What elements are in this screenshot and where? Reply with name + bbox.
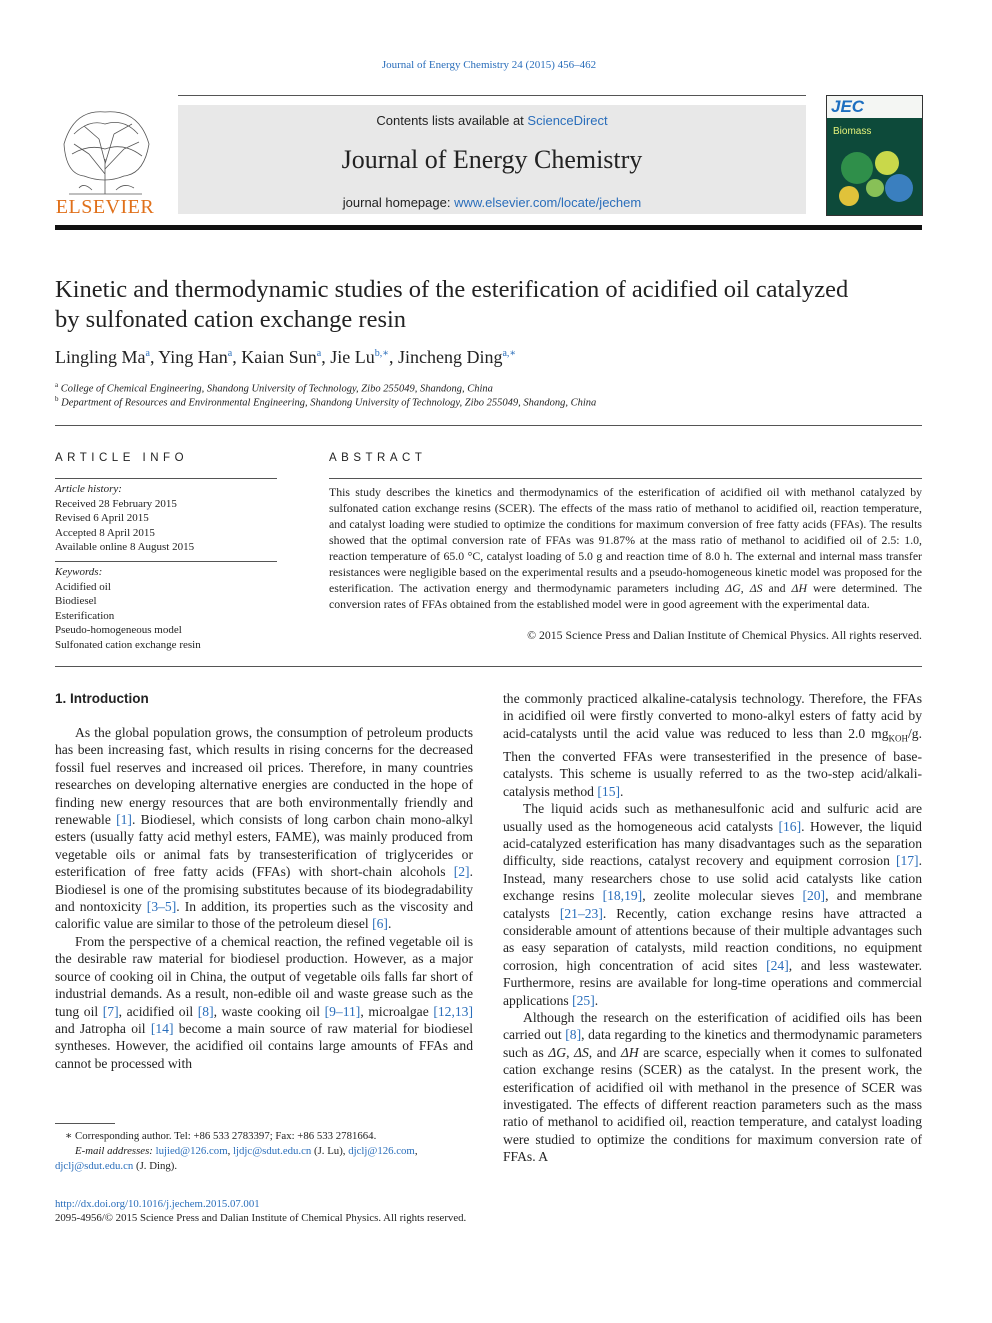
journal-masthead xyxy=(178,105,806,214)
author-affiliation-mark[interactable]: a xyxy=(145,348,150,359)
subscript: KOH xyxy=(888,733,909,744)
doi-link[interactable]: http://dx.doi.org/10.1016/j.jechem.2015.07.001 xyxy=(55,1198,260,1210)
footnote-rule xyxy=(55,1123,115,1124)
left-column xyxy=(55,724,473,1072)
author-affiliation-mark[interactable]: a,∗ xyxy=(502,348,517,359)
reference-link[interactable]: [3–5] xyxy=(146,899,177,915)
symbol: ΔG xyxy=(725,581,741,595)
author-name[interactable]: Jincheng Ding xyxy=(398,347,503,367)
reference-link[interactable]: [12,13] xyxy=(433,1003,473,1019)
text-run: , and less wastewater. Furthermore, resins are available for long-time operations and commercial applications xyxy=(503,957,922,1008)
reference-link[interactable]: [1] xyxy=(116,812,132,828)
paragraph xyxy=(503,1009,922,1166)
author-list: Lingling Ma$^a$, Ying Han$^a$, Kaian Sun$^a$, Jie $Lu^{b,∗}$, Jincheng Ding$^{a,∗}$ xyxy=(55,347,517,367)
corresponding-line xyxy=(55,1129,473,1144)
cover-jec-logo: JEC xyxy=(831,97,865,116)
text-run: and Jatropha oil xyxy=(55,1020,151,1036)
divider xyxy=(55,666,922,667)
reference-link[interactable]: [14] xyxy=(150,1020,174,1036)
symbol: ΔS xyxy=(574,1044,589,1060)
keywords-label: Keywords: xyxy=(55,566,103,578)
text-run: . Biodiesel is one of the promising substitutes because of its biodegradability and nontoxicity xyxy=(55,864,473,915)
text-run: , acidified oil xyxy=(118,1003,198,1019)
contents-line xyxy=(178,113,806,128)
keyword: Pseudo-homogeneous model xyxy=(55,624,182,636)
right-column xyxy=(503,690,922,1166)
email-owner: (J. Lu), xyxy=(311,1145,349,1157)
journal-citation[interactable]: Journal of Energy Chemistry 24 (2015) 456–462 xyxy=(381,59,597,71)
reference-link[interactable]: [9–11] xyxy=(324,1003,361,1019)
reference-link[interactable]: [16] xyxy=(778,818,802,834)
text-run: become a main source of raw material for biodiesel syntheses. However, the acidified oil contains large amounts of FFAs and cannot be processed with xyxy=(55,1020,473,1071)
text-run: /g. Then the converted FFAs were transesterified in the presence of base-catalysts. This scheme is usually referred to as the two-step acid/alkali-catalysis method xyxy=(503,725,922,799)
author-name[interactable]: Kaian Sun xyxy=(241,347,317,367)
text-run: are scarce, especially when it comes to sulfonated cation exchange resins (SCER) as the catalyst. In the present work, the esterification of acidified oil with methanol in the presence of SCER was investigated. The effects of different reaction parameters such as the mass ratio of methanol to acidified oil, reaction temperature, and catalyst loading were studied to optimize the conditions for maximum conversion rate of FFAs. A xyxy=(503,1044,922,1165)
article-title: Kinetic and thermodynamic studies of the esterification of acidified oil catalyzed by sulfonated cation exchange resin xyxy=(55,276,849,333)
header-divider xyxy=(55,225,922,230)
section-heading-introduction: 1. Introduction xyxy=(55,691,149,706)
paragraph xyxy=(55,933,473,1072)
paragraph xyxy=(55,724,473,933)
divider xyxy=(55,425,922,426)
abstract-part: This study describes the kinetics and thermodynamics of the esterification of acidified oil with methanol catalyzed by sulfonated cation exchange resins (SCER). The effects of the mass ratio of methanol to acidified oil, reaction temperature, and catalyst loading were studied to optimize the conditions for maximum conversion of free fatty acids (FFAs). The results showed that the optimal conversion rate of FFAs was 91.87% at the mass ratio of methanol to acidified oil of 2.5: 1.0, reaction temperature of 65.0 °C, catalyst loading of 5.0 g and reaction time of 8.0 h. The external and internal mass transfer resistances were negligible based on the experimental results and a pseudo-homogeneous kinetic model was proposed for the esterification. The activation energy and thermodynamic parameters including xyxy=(329,485,922,595)
sciencedirect-link[interactable]: ScienceDirect xyxy=(527,113,608,128)
keyword: Acidified oil xyxy=(55,580,111,593)
text-run: . xyxy=(594,992,599,1008)
text-run: . Recently, cation exchange resins have attracted a considerable amount of attentions because of their multiple advantages such as easy separation of catalysts, mild reaction conditions, no equipment corrosion, high concentration of acid sites xyxy=(503,905,922,973)
reference-link[interactable]: [25] xyxy=(572,992,595,1008)
abstract-part: and xyxy=(762,581,792,595)
text-run: , waste cooking oil xyxy=(213,1003,325,1019)
symbol: ΔH xyxy=(791,581,807,595)
homepage-prefix: journal homepage: xyxy=(342,195,455,210)
abstract-copyright: © 2015 Science Press and Dalian Institute of Chemical Physics. All rights reserved. xyxy=(527,628,922,642)
keyword: Biodiesel xyxy=(55,595,97,607)
author-name[interactable]: Lingling Ma xyxy=(55,347,146,367)
reference-link[interactable]: [18,19] xyxy=(602,888,643,904)
history-item: Revised 6 April 2015 xyxy=(55,512,149,524)
author-name[interactable]: Jie Lu xyxy=(330,347,375,367)
abstract-part: were determined. The conversion rates of FFAs obtained from the established model were in good agreement with the experimental data. xyxy=(329,581,922,611)
text-run: , data regarding to the kinetics and thermodynamic parameters such as xyxy=(503,1027,922,1060)
symbol: ΔG xyxy=(548,1044,567,1060)
affiliation-a xyxy=(55,381,493,395)
text-run: As the global population grows, the consumption of petroleum products has been increasing fast, which results in rising concerns for the decreased fossil fuel reserves and increased oil prices. Therefore, in many countries researches on developing alternative energies are conducted in the hope of finding new energy resources that are both environmentally friendly and renewable xyxy=(55,725,473,828)
journal-cover-thumbnail[interactable] xyxy=(826,95,923,216)
abstract-part: , xyxy=(740,581,750,595)
email-label: E-mail addresses: xyxy=(75,1145,153,1157)
text-run: . However, the liquid acid-catalyzed esterification has many disadvantages such as the separation difficulty, side reactions, catalyst recovery and equipment corrosion xyxy=(503,818,922,869)
reference-link[interactable]: [20] xyxy=(802,888,826,904)
text-run: , zeolite molecular sieves xyxy=(642,888,803,904)
divider xyxy=(55,478,277,479)
email-line: E-mail addresses: lujied@126.com, ljdjc@sdut.edu.cn (J. Lu), djclj@126.com, xyxy=(75,1145,418,1157)
email-link[interactable]: djclj@126.com xyxy=(348,1145,415,1157)
text-run: , and membrane catalysts xyxy=(503,888,922,921)
reference-link[interactable]: [2] xyxy=(453,864,470,880)
text-run: . Biodiesel, which consists of long carbon chain mono-alkyl esters (usually fatty acid methyl esters, FAME), was mainly produced from vegetable oils or animal fats by transesterification of triglycerides or esterification of free fatty acids (FFAs) with short-chain alcohols xyxy=(55,812,473,880)
affiliation-text: College of Chemical Engineering, Shandong University of Technology, Zibo 255049, Shandong, China xyxy=(60,383,493,395)
history-item: Accepted 8 April 2015 xyxy=(55,526,155,539)
abstract-heading: ABSTRACT xyxy=(329,452,427,464)
divider xyxy=(329,478,922,479)
text-run: From the perspective of a chemical reaction, the refined vegetable oil is the desirable raw material for biodiesel production. However, as a major source of cooking oil in China, the output of vegetable oils falls far short of industrial demands. As a result, non-edible oil and waste grease such as the tung oil xyxy=(55,933,473,1019)
article-info-heading: ARTICLE INFO xyxy=(55,452,189,464)
reference-link[interactable]: [24] xyxy=(766,957,789,973)
keyword: Esterification xyxy=(55,609,115,622)
abstract-text xyxy=(329,484,922,612)
text-run: . xyxy=(620,783,624,799)
homepage-link[interactable]: www.elsevier.com/locate/jechem xyxy=(454,195,642,210)
keywords xyxy=(55,565,277,652)
author-name[interactable]: Ying Han xyxy=(158,347,228,367)
history-label: Article history: xyxy=(55,483,122,495)
reference-link[interactable]: [15] xyxy=(597,783,621,799)
text-run: . Instead, many researchers chose to use solid acid catalysts like cation exchange resins xyxy=(503,853,922,904)
email-link[interactable]: ljdjc@sdut.edu.cn xyxy=(233,1145,312,1157)
email-line xyxy=(55,1159,473,1174)
divider xyxy=(55,561,277,562)
journal-name: Journal of Energy Chemistry xyxy=(341,145,643,174)
elsevier-wordmark: ELSEVIER xyxy=(55,196,155,218)
cover-feature-label: Biomass xyxy=(833,126,872,137)
text-run: , microalgae xyxy=(360,1003,434,1019)
reference-link[interactable]: [6] xyxy=(372,916,388,932)
text-run: , xyxy=(566,1044,574,1060)
author-affiliation-mark[interactable]: b,∗ xyxy=(374,348,389,359)
text-run: Although the research on the esterification of acidified oils has been carried out xyxy=(503,1010,922,1043)
text-run: , and xyxy=(588,1044,621,1060)
symbol: ΔH xyxy=(620,1044,639,1060)
article-history xyxy=(55,482,277,555)
text-run: . In addition, its properties such as the viscosity and calorific value are similar to those of the petroleum diesel xyxy=(55,899,473,932)
paragraph xyxy=(503,800,922,1009)
author-affiliation-mark[interactable]: a xyxy=(227,348,233,359)
text-run: the commonly practiced alkaline-catalysis technology. Therefore, the FFAs in acidified oil were firstly converted to mono-alkyl esters of fatty acid by acid-catalysts until the acid value was reduced to less than 2.0 mg xyxy=(503,691,922,741)
homepage-line xyxy=(178,195,806,210)
reference-link[interactable]: [8] xyxy=(197,1003,214,1019)
email-link[interactable]: djclj@sdut.edu.cn xyxy=(55,1160,134,1172)
cover-artwork xyxy=(827,138,922,215)
keyword: Sulfonated cation exchange resin xyxy=(55,638,201,651)
corresponding-text: Corresponding author. Tel: +86 533 2783397; Fax: +86 533 2781664. xyxy=(75,1130,377,1142)
author-affiliation-mark[interactable]: a xyxy=(316,348,322,359)
paragraph xyxy=(503,690,922,800)
email-owner: (J. Ding). xyxy=(133,1160,178,1172)
history-item: Available online 8 August 2015 xyxy=(55,541,195,553)
text-run: The liquid acids such as methanesulfonic acid and sulfuric acid are usually used as the homogeneous acid catalysts xyxy=(503,801,922,834)
history-item: Received 28 February 2015 xyxy=(55,497,177,510)
affiliation-mark: a xyxy=(55,381,59,389)
affiliation-mark: b xyxy=(55,395,59,403)
reference-link[interactable]: [21–23] xyxy=(559,905,603,921)
symbol: ΔS xyxy=(749,581,763,595)
footnote-mark: ∗ xyxy=(65,1130,73,1142)
text-run: . xyxy=(387,916,392,932)
contents-prefix: Contents lists available at xyxy=(376,113,528,128)
reference-link[interactable]: [17] xyxy=(895,853,919,869)
affiliation-text: Department of Resources and Environmental Engineering, Shandong University of Technology, Zibo 255049, Shandong, China xyxy=(61,397,597,409)
top-rule xyxy=(178,95,806,96)
reference-link[interactable]: [7] xyxy=(102,1003,119,1019)
issn-copyright: 2095-4956/© 2015 Science Press and Dalian Institute of Chemical Physics. All rights reserved. xyxy=(55,1212,467,1224)
email-link[interactable]: lujied@126.com xyxy=(155,1145,228,1157)
reference-link[interactable]: [8] xyxy=(565,1027,582,1043)
corresponding-author-footnote xyxy=(55,1129,473,1174)
affiliation-b xyxy=(55,395,596,409)
